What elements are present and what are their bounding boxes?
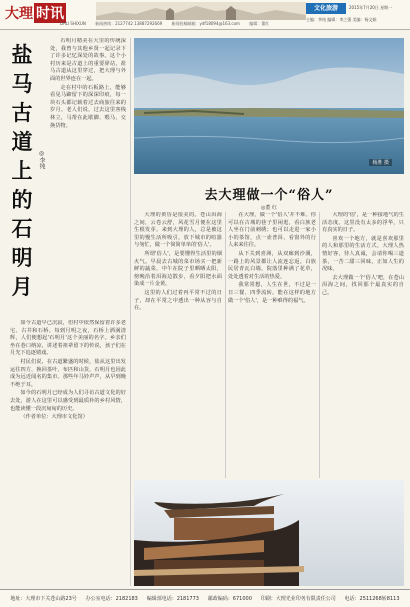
paragraph: 喜欢一个地方，就是喜欢那里的人和那里的生活方式。大理人热情好客，待人真诚，会请你喝三道茶，一苦二甜三回味，正如人生的况味。 bbox=[322, 235, 404, 273]
paragraph: 村民们说，在古道繁盛的时候，盐从这里出发运往四方，换回茶叶、布匹和山货，石明月也因此成为远近闻名的集市。那些年马铃声声，从早到晚不绝于耳。 bbox=[10, 358, 126, 388]
logo-text-shixun: 时讯 bbox=[34, 3, 66, 23]
city-skyline-illustration bbox=[96, 2, 306, 20]
left-article-column-lower bbox=[10, 320, 126, 586]
title-char: 的 bbox=[11, 187, 33, 212]
masthead-pinyin: DALI SHIXUN bbox=[60, 21, 86, 26]
footer-address: 地址：大理市下关苍山路23号 bbox=[10, 596, 77, 602]
page-footer bbox=[0, 589, 410, 607]
paragraph: （作者单位：大理市文化馆） bbox=[20, 414, 88, 421]
logo-text-dali: 大理 bbox=[5, 6, 33, 22]
paragraph: 从下关到喜洲，从双廊到沙溪，一路上的风景都让人流连忘返。白族民居青瓦白墙，院落里种满了花草，处处透着对生活的热爱。 bbox=[228, 250, 316, 280]
title-char: 道 bbox=[11, 129, 33, 154]
right-article-column-2 bbox=[228, 212, 316, 478]
page-editors: 主编：李纯 编辑：李之强 美编：杨文娟 bbox=[306, 17, 377, 22]
paragraph: 如今古道早已沉寂，但村中依然保留着许多老宅、古井和石桥。每到月明之夜，石桥上洒满清辉，人们便想起'石明月'这个美丽的名字。乡亲们坐在巷口纳凉，讲述着祖辈留下的传说，孩子们在月光下追逐嬉戏。 bbox=[10, 320, 126, 357]
footer-printer: 印刷：大理光业印务有限责任公司 bbox=[260, 596, 336, 602]
column-divider bbox=[225, 212, 226, 478]
footer-postcode: 邮政编码：671000 bbox=[207, 596, 252, 602]
column-divider bbox=[319, 212, 320, 478]
footer-editorial-phone: 编辑部电话：2181773 bbox=[146, 596, 199, 602]
paragraph: 我常常想，人生在世，不过是一日三餐、四季流转。能在这样的地方做一个'俗人'，是一种难得的福气。 bbox=[228, 282, 316, 304]
paragraph: 大理的'俗'，是一种接地气的生活态度。这里没有太多的浮华，只有真实的日子。 bbox=[322, 212, 404, 234]
paragraph: 去大理做一个'俗人'吧，在苍山洱海之间，找回那个最真实的自己。 bbox=[322, 274, 404, 296]
left-article-column-upper bbox=[50, 38, 126, 316]
section-tag: 文化旅游 bbox=[306, 3, 346, 14]
article-vertical-title bbox=[7, 40, 37, 310]
lake-photo-image bbox=[134, 38, 404, 174]
paragraph: 大理的黄昏是很美的。苍山洱海之间，云卷云舒，风花雪月便在这里生根发芽。来到大理的人，总是被这里的慢生活所吸引，放下城市的喧嚣与匆忙，做一个简简单单的'俗人'。 bbox=[134, 212, 222, 249]
paragraph: 所谓'俗人'，是要懂得生活里的烟火气。早晨去古城的菜市场买一把新鲜的蔬菜，中午在院子里晒晒太阳，傍晚沿着洱海边散步，看夕阳把水面染成一片金黄。 bbox=[134, 250, 222, 288]
masthead-hotline: 新闻热线：2127742 13887292669 bbox=[95, 21, 163, 26]
title-char: 马 bbox=[11, 71, 33, 96]
footer-printer-phone: 电话：2511268转8113 bbox=[344, 596, 400, 602]
title-char: 明 bbox=[11, 245, 33, 270]
issue-date: 2015年7月20日 星期一 bbox=[349, 5, 393, 10]
newspaper-logo bbox=[5, 3, 66, 23]
article-author: ◎李纯 bbox=[38, 150, 45, 169]
title-char: 古 bbox=[11, 100, 33, 125]
article-byline: ◎董 红 bbox=[261, 205, 277, 211]
paragraph: 走在村中的石板路上，能够看见马蹄留下的深深印痕，每一块石头都记载着过去商旅往来的岁月。老人们说，过去这里客栈林立，马帮在此歇脚、喂马、交换货物。 bbox=[50, 84, 126, 129]
masthead-right-block bbox=[306, 3, 406, 27]
paragraph: 这里的人们过着再平常不过的日子，却在平常之中透出一种从容与自在。 bbox=[134, 289, 222, 312]
masthead bbox=[0, 0, 410, 30]
masthead-email: 新闻投稿邮箱：ydf18094@163.com bbox=[171, 21, 240, 26]
footer-office-phone: 办公室电话：2182183 bbox=[85, 596, 138, 602]
column-divider bbox=[130, 38, 131, 586]
masthead-info-line bbox=[60, 21, 310, 28]
ancient-pavilion-photo bbox=[134, 480, 404, 586]
title-char: 石 bbox=[11, 216, 33, 241]
photo-credit: 杨胜 摄 bbox=[369, 159, 392, 166]
article-headline: 去大理做一个“俗人” bbox=[204, 188, 334, 203]
right-article-column-3 bbox=[322, 212, 404, 478]
paragraph: 在大理，做一个'俗人'并不难。你可以在古城的巷子里闲逛，看白族老人坐在门前刺绣；也可以走进一家小小的茶馆，点一壶普洱，看窗外的行人来来往往。 bbox=[228, 212, 316, 249]
paragraph: 如今的石明月已经成为人们寻访古道文化的好去处，游人在这里可以感受到最质朴的乡村风情，也能读懂一段沉甸甸的历史。 bbox=[10, 390, 126, 412]
title-char: 月 bbox=[11, 274, 33, 299]
masthead-editor: 编辑：董红 bbox=[249, 21, 270, 26]
title-char: 上 bbox=[11, 158, 33, 183]
paragraph: 石明月精美在大里的传统深处，我曾与其他乡贤一起记录下了许多记忆深处的故事。这个小村历来是古道上的重要驿站，盐马古道从这里穿过，把大理与外面的世界连在一起。 bbox=[50, 38, 126, 82]
pavilion-photo-image bbox=[134, 480, 404, 586]
title-char: 盐 bbox=[11, 42, 33, 67]
erhai-lake-photo bbox=[134, 38, 404, 174]
